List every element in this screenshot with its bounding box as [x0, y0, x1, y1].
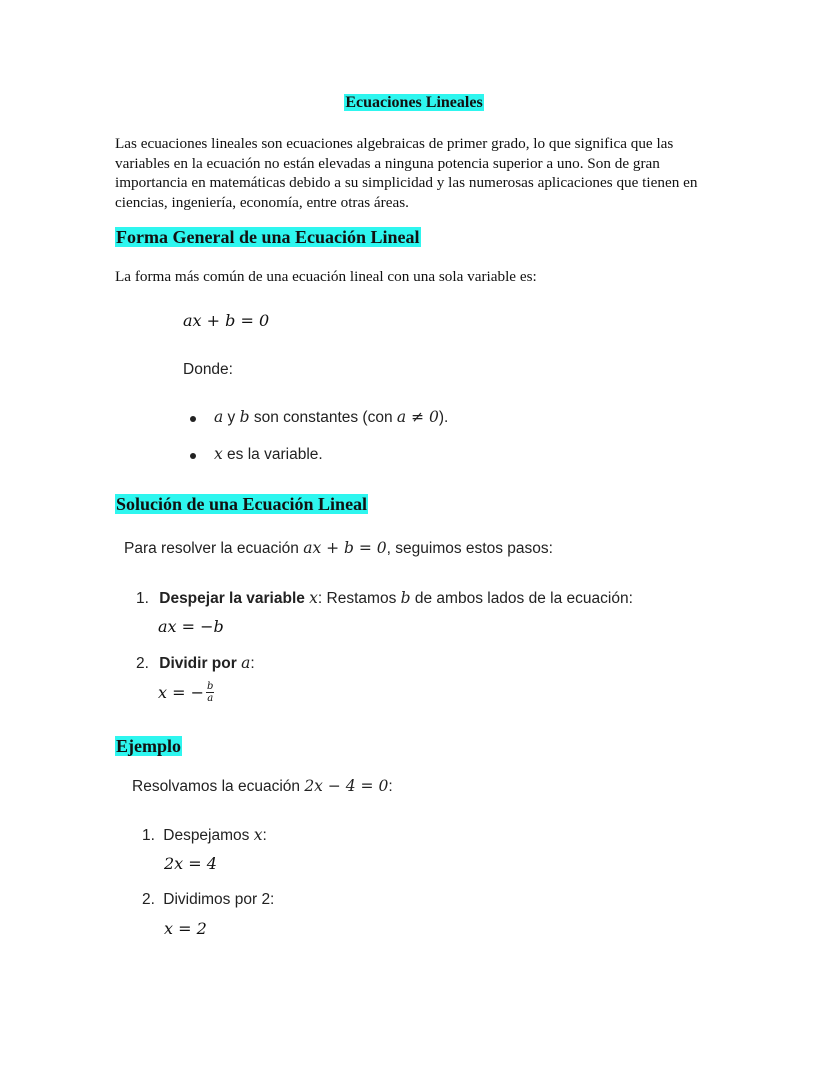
- condition-a-neq-0: a ≠ 0: [396, 408, 439, 426]
- step-1-b: b: [400, 589, 411, 607]
- section-heading-general-form: [115, 227, 421, 248]
- example-intro: [132, 777, 393, 796]
- bullet-y: y: [223, 409, 240, 426]
- example-intro-post: :: [388, 778, 393, 795]
- bullet-constants-text: son constantes (con: [249, 409, 397, 426]
- fraction-denominator: a: [207, 693, 214, 704]
- bullet-dot: [190, 416, 196, 422]
- bullet-constants: [190, 408, 610, 427]
- solution-intro-pre: Para resolver la ecuación: [124, 540, 304, 557]
- example-step-1-text: Despejamos: [163, 827, 254, 844]
- section-heading-example-text: Ejemplo: [116, 736, 181, 756]
- step-2-bold: Dividir por: [159, 655, 242, 672]
- section-heading-solution-text: Solución de una Ecuación Lineal: [116, 494, 368, 514]
- solution-step-1: [136, 589, 696, 608]
- step-number: 1.: [136, 590, 149, 607]
- bullet-variable: [190, 445, 610, 464]
- example-step-1-equation: 2x = 4: [164, 854, 217, 873]
- solution-intro: [124, 539, 553, 558]
- example-intro-equation: 2x − 4 = 0: [304, 777, 389, 795]
- solution-intro-equation: ax + b = 0: [303, 539, 387, 557]
- step-number: 2.: [136, 655, 149, 672]
- example-step-2-text: Dividimos por 2:: [163, 891, 275, 908]
- step-1-bold: Despejar la variable: [159, 590, 310, 607]
- solution-intro-post: , seguimos estos pasos:: [386, 540, 553, 557]
- section-heading-general-form-text: Forma General de una Ecuación Lineal: [116, 227, 420, 247]
- bullet-constants-end: ).: [438, 409, 449, 426]
- donde-label: Donde:: [183, 361, 233, 378]
- example-step-1-var: x: [253, 826, 263, 844]
- var-x: x: [214, 445, 223, 463]
- section-heading-example: [115, 736, 182, 757]
- step-1-rest: de ambos lados de la ecuación:: [410, 590, 633, 607]
- fraction-numerator: b: [207, 681, 214, 692]
- general-form-equation: ax + b = 0: [183, 311, 270, 330]
- step-2-colon: :: [250, 655, 255, 672]
- bullet-dot: [190, 453, 196, 459]
- example-intro-pre: Resolvamos la ecuación: [132, 778, 305, 795]
- var-b: b: [239, 408, 250, 426]
- section-heading-solution: [115, 494, 368, 515]
- fraction-b-over-a: [206, 681, 214, 704]
- solution-step-2: [136, 654, 255, 673]
- example-step-2: [142, 891, 274, 909]
- document-title-text: Ecuaciones Lineales: [345, 94, 483, 111]
- step-number: 1.: [142, 827, 155, 844]
- var-a: a: [214, 408, 224, 426]
- step-1-colon: :: [317, 590, 323, 607]
- step-number: 2.: [142, 891, 155, 908]
- step-1-var: x: [309, 589, 318, 607]
- step-2-var: a: [241, 654, 251, 672]
- intro-paragraph: Las ecuaciones lineales son ecuaciones algebraicas de primer grado, lo que significa que las variables en la ecuación no están elevadas a ninguna potencia superior a uno. Son de gran importancia en matemáticas debido a su simplicidad y las numerosas aplicaciones que tienen en ciencias, ingeniería, economía, entre otras áreas.: [115, 135, 698, 211]
- example-step-1: [142, 826, 267, 845]
- step-2-equation: [158, 681, 214, 704]
- example-step-2-equation: x = 2: [164, 919, 207, 938]
- bullet-variable-text: es la variable.: [222, 446, 323, 463]
- step-2-equation-lhs: x = −: [158, 683, 205, 702]
- step-1-text: Restamos: [322, 590, 401, 607]
- step-1-equation: ax = −b: [158, 617, 224, 636]
- general-form-text: La forma más común de una ecuación lineal con una sola variable es:: [115, 268, 537, 285]
- example-step-1-colon: :: [262, 827, 267, 844]
- document-title: [0, 94, 828, 112]
